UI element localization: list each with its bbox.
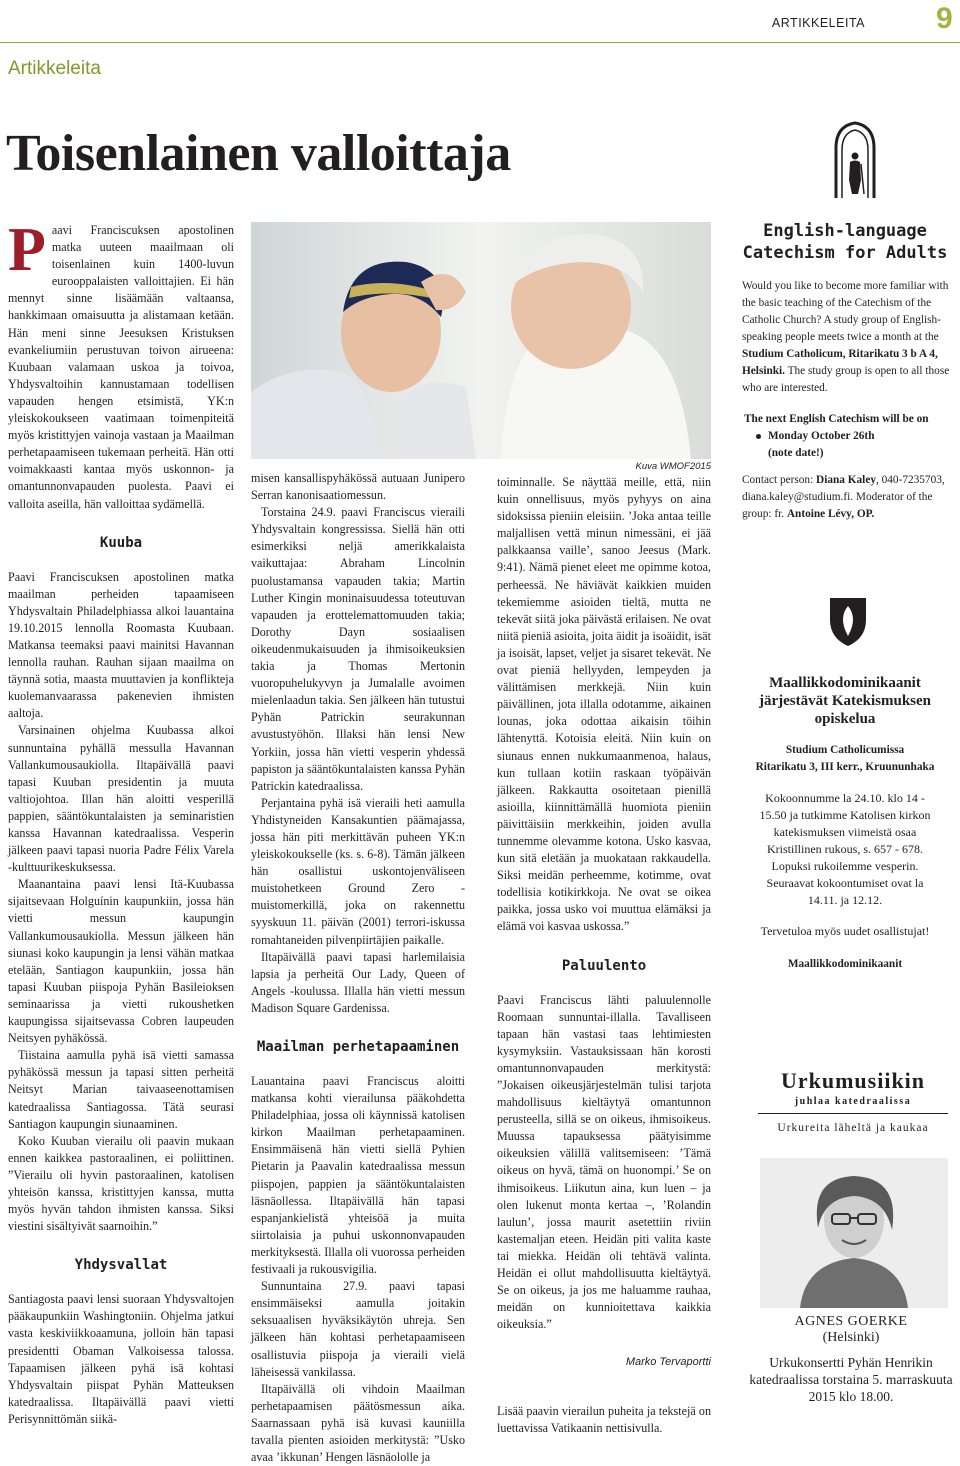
paragraph: Lisää paavin vierailun puheita ja tekstejä on luettavissa Vatikaanin nettisivulla. [497,1404,711,1436]
urku-tagline: Urkureita läheltä ja kaukaa [777,1122,929,1134]
section-name: Artikkeleita [8,58,101,79]
maallikko-address: Ritarikatu 3, III kerr., Kruununhaka [755,761,935,773]
photo-credit: Kuva WMOF2015 [635,461,711,472]
organ-concert-details [746,1314,956,1405]
next-date: Monday October 26th [756,428,954,445]
urku-rule [758,1113,948,1114]
performer-portrait [760,1158,948,1308]
performer-city: (Helsinki) [822,1330,880,1345]
catechism-contact: Contact person: Diana Kaley, 040-7235703, diana.kaley@studium.fi. Moderator of the group: fr. Antoine Lévy, OP. [742,474,945,520]
concert-info: Urkukonsertti Pyhän Henrikin katedraalissa torstaina 5. marraskuuta 2015 klo 18.00. [749,1355,953,1404]
heading-kuuba: Kuuba [99,534,143,551]
church-arch-figure-icon [830,120,880,200]
heading-maailman-perhetapaaminen: Maailman perhetapaaminen [256,1039,460,1055]
paragraph: Iltapäivällä oli vihdoin Maailman perhetapaamisen päätösmessun aika. Saarnassaan pyhä isä kuvasi kauniilla tavalla pienten asioiden merkitystä: ”Usko avaa ’ikkunan’ Hengen läsnäololle ja [251,1381,465,1465]
contact-name: Diana Kaley [816,474,876,486]
maallikko-body: Kokoonnumme la 24.10. klo 14 - 15.50 ja tutkimme Katolisen kirkon katekismuksen viimeistä osaa Kristillinen rukous, s. 657 - 678. Lopuksi rukoilemme vesperin. Seuraavat kokoontumiset ovat la 14.11. ja 12.12. [759,791,931,907]
maallikko-title: Maallikkodominikaanit järjestävät Katekismuksen opiskelua [758,675,932,727]
organ-concert-box [758,1068,948,1134]
catechism-title-2: Catechism for Adults [742,243,948,263]
performer-name: AGNES GOERKE [794,1314,908,1329]
paragraph: Maanantaina paavi lensi Itä-Kuubassa sijaitsevaan Holguínin kaupunkiin, jossa hän vietti messun kaupungin Vallankumousaukiolla. Messun jälkeen hän siunasi koko kaupungin ja lensi vähän matkaa etelään, Santiagon kaupunkiin, jossa hän tapasi Kuuban piispoja Pyhän Basileioksen seminaarissa ja vietti rukoushetken kaupungissa sijaitsevassa Cobren laupeuden Neitsyen pyhäkössä. [8,877,234,1046]
shield-icon [828,596,868,648]
catechism-title-1: English-language [763,221,927,241]
paragraph: Tiistaina aamulla pyhä isä vietti samassa pyhäkössä messun ja tapasi sitten perheitä Neitsyt Marian taivaaseenottamisen katedraalissa Santiagossa. Tätä seurasi Santiagon kaupungin siunaaminen. [8,1048,234,1131]
maallikko-box [736,674,954,973]
english-catechism-box [736,220,954,523]
urku-subtitle: juhlaa katedraalissa [794,1096,912,1107]
paragraph: Koko Kuuban vierailu oli paavin mukaan ennen kaikkea pastoraalinen, ei poliittinen. ”Vierailu oli hyvin pastoraalinen, katolisen yhteisön kanssa, kristittyjen kanssa, mutta myös hyvän tahdon ihmisten kanssa. Siksi viestini sisältyivät saarnoihin.” [8,1133,234,1234]
paragraph: Santiagosta paavi lensi suoraan Yhdysvaltojen pääkaupunkiin Washingtoniin. Ohjelma jatkui vasta keskiviikkoaamuna, jolloin hän tapasi presidentti Obaman Valkoisessa talossa. Tapaamisen jälkeen pyhä isä kohtasi Yhdysvaltain piispat Pyhän Matteuksen katedraalissa. Iltapäivällä paavi vietti Perisynnittömän siikä- [8,1292,234,1426]
article-tail [497,1403,711,1439]
section-tag: ARTIKKELEITA [771,16,865,30]
maallikko-welcome: Tervetuloa myös uudet osallistujat! [760,924,930,938]
paragraph: Paavi Franciscuksen apostolinen matka maailman perheiden tapaamiseen Yhdysvaltain Philadelphiassa alkoi lauantaina 19.10.2015 lennolla Roomasta Kuubaan. Matkansa teemaksi paavi mainitsi Havannan lennolla rauhan. Rauhan sijaan maailma on täynnä sotia, maasta muuttavien ja konflikteja kuolemanvaarassa pakenevien ihmisten aaltoja. [8,569,234,721]
article-column-3 [497,474,711,1344]
article-column-2 [251,470,465,1465]
paragraph: Torstaina 24.9. paavi Franciscus vieraili Yhdysvaltain kongressissa. Siellä hän otti esimerkiksi neljä amerikkalaista vaikuttajaa: Abraham Lincolnin puolustamansa vapauden takia; Martin Luther Kingin moninaisuudessa toteutuvan vapauden ja erottelemattomuuden takia; Dorothy Dayn sosiaalisen oikeudenmukaisuuden ja ihmisoikeuksien takia ja Thomas Mertonin vuoropuhelukyvyn ja Jumalalle avoimen mielenlaadun takia. Sen jälkeen hän tutustui Pyhän Patrickin seurakunnan avustustyöhön. Illaksi hän lensi New Yorkiin, jossa hän vietti vesperin yhdessä papiston ja sääntökuntalaisten kanssa Pyhän Patrickin katedraalissa. [251,505,465,793]
catechism-intro: Would you like to become more familiar with the basic teaching of the Catechism of the Catholic Church? A study group of English-speaking people meets twice a month at the Studium Catholicum, Ritarikatu 3 b A 4, Helsinki. The study group is open to all those who are interested. [742,280,950,394]
urku-title: Urkumusiikin [780,1068,926,1093]
dropcap: P [8,216,46,284]
heading-paluulento: Paluulento [561,957,647,974]
author-signature: Marko Tervaportti [625,1356,711,1368]
pope-with-child-photo [251,222,711,459]
paragraph: Perjantaina pyhä isä vieraili heti aamulla Yhdistyneiden Kansakuntien päämajassa, jossa hän piti merkittävän puheen YK:n yleiskokoukselle (ks. s. 6-8). Tämän jälkeen hän osallistui uskontojenväliseen muistohetkeen Ground Zero -muistomerkillä, joka on rakennettu syyskuun 11. päivän (2001) terrori-iskussa romahtaneiden pilvenpiirtäjien paikalle. [251,795,465,947]
catechism-place: Studium Catholicum, Ritarikatu 3 b A 4, Helsinki. [742,348,938,377]
maallikko-place: Studium Catholicumissa [785,744,905,756]
paragraph: Iltapäivällä paavi tapasi harlemilaisia lapsia ja perheitä Our Lady, Queen of Angels -koulussa. Illalla hän vietti messun Madison Square Gardenissa. [251,949,465,1015]
heading-yhdysvallat: Yhdysvallat [74,1257,168,1274]
next-note: (note date!) [768,447,824,459]
paragraph: Sunnuntaina 27.9. paavi tapasi ensimmäiseksi aamulla joitakin seksuaalisen hyväksikäytön uhreja. Sen jälkeen hän kohtasi perhetapaamiseen osallistuvia piispoja ja vieraili vielä läheisessä vankilassa. [251,1279,465,1379]
paragraph: Varsinainen ohjelma Kuubassa alkoi sunnuntaina pyhällä messulla Havannan Vallankumousaukiolla. Iltapäivällä paavi tapasi Kuuban presidentin ja muuta valtiojohtoa. Illan hän aloitti vesperillä pappien, sääntökuntalaisten ja seminaristien kanssa Havannan katedraalissa. Vesperin jälkeen paavi tapasi nuoria Padre Félix Varela -kulttuurikeskuksessa. [8,723,234,875]
paragraph: misen kansallispyhäkössä autuaan Junipero Serran kanonisaatiomessun. [251,471,465,503]
header-rule [0,42,960,43]
headline: Toisenlainen valloittaja [6,125,511,182]
paragraph: toiminnalle. Se näyttää meille, että, niin kuin onnellisuus, myös pyhyys on aina sidoksissa pieniin eleisiin. ’Joka antaa teille maljallisen vettä minun nimessäni, ei jää palkkaansa vaille’, sanoo Jeesus (Mark. 9:41). Nämä pienet eleet me opimme kotoa, perheessä. Ne häviävät kaikkien muiden tekemiemme asioiden tieltä, mutta ne tekevät siitä joka päivästä erilaisen. Ne ovat niitä pieniä asioita, joita äidit ja isoäidit, isät ja isoisät, lapset, veljet ja sisaret tekevät. Ne ovat pieniä hellyyden, lempeyden ja välittämisen merkkejä. Niin kuin päivällinen, jota illalla odotamme, aikainen lounas, joka odottaa aikaisin töihin lähtenyttä. Kotoisia eleitä. Niin kuin on siunaus ennen nukkumaanmenoa, halaus, kun tullaan kotiin raskaan työpäivän jälkeen. Rakkautta osoitetaan pienillä asioilla, kiinnittämällä huomiota pieniin päivittäisiin merkkeihin, joiden avulla tunnemme olevamme kotona. Usko kasvaa, kun sitä eletään ja muokataan rakkaudella. Siksi meidän perheemme, kotimme, ovat todellisia kotikirkkoja. Ne ovat se oikea paikka, jossa usko voi muuttua elämäksi ja elämä voi kasvaa uskossa.” [497,475,711,934]
catechism-next [736,411,954,462]
paragraph: Lauantaina paavi Franciscus aloitti matkansa kohti vierailunsa pääkohdetta Philadelphiaa, jossa oli käynnissä katolisen kirkon Maailman perhetapaaminen. Ensimmäisenä hän vietti siellä Pyhien Pietarin ja Paavalin katedraalissa messun piispojen, pappien ja sääntökuntalaisten läsnäollessa. Iltapäivällä hän tapasi espanjankielistä yhteisöä ja muita siirtolaisia ja puhui uskonnonvapauden merkityksestä. Illalla oli vuorossa perheiden festivaali ja rukousvigilia. [251,1074,465,1277]
next-label: The next English Catechism will be on [744,413,929,425]
paragraph: Paavi Franciscus lähti paluulennolle Roomaan sunnuntai-illalla. Tavalliseen tapaan hän vastasi taas lehtimiesten kysymyksiin. Vastauksissaan hän korosti omantunnonvapauden merkitystä: ”Jokaisen oikeusjärjestelmän tulisi tarjota mahdollisuus kieltäytyä omantunnon perusteella, sillä se on oikeus, ihmisoikeus. Muussa tapauksessa päätyisimme oikeuksien välillä valitsemiseen: ’Tämä oikeus on hyvä, tämä on huonompi.’ Se on ihmisoikeus. Liikutun aina, kun luen – ja olen lukenut monta kertaa –, ’Rolandin laulun’, jossa maurit asetettiin riviin kastemaljan eteen. Heidän piti valita kaste tai miekka. Heidän oli tehtävä valinta. Heidän ei ollut mahdollisuutta kieltäytyä. Se on oikeus, ja jos me haluamme rauhaa, meidän on kunnioitettava kaikkia oikeuksia.” [497,992,711,1332]
lead-paragraph: aavi Franciscuksen apostolinen matka uuteen maailmaan oli toisenlainen kuin 1400-luvun eurooppalaisten valloittajien. Ei hän mennyt sinne lisäämään valtaansa, hankkimaan omaisuutta ja alistamaan ketään. Hän meni sinne Jeesuksen Kristuksen evankeliumiin perustuvan toivon airueena: Kuubaan valamaan uskoa ja toivoa, Yhdysvaltoihin kannustamaan todellisen vapauden hengen etsimistä, YK:n yleiskokoukseen vaatimaan toimenpiteitä myös kristittyjen vainoja vastaan ja Maailman perhetapaamiseen tukemaan perheitä. Hän otti voimakkaasti kantaa myös uskonnon- ja omantunnonvapauden puolesta. Paavi ei valloita aseilla, hän valloittaa sydämellä. [8,223,234,511]
article-column-1 [8,216,234,1437]
maallikko-sign: Maallikkodominikaanit [787,958,903,970]
page-number: 9 [936,2,953,35]
moderator-name: Antoine Lévy, OP. [786,508,875,520]
